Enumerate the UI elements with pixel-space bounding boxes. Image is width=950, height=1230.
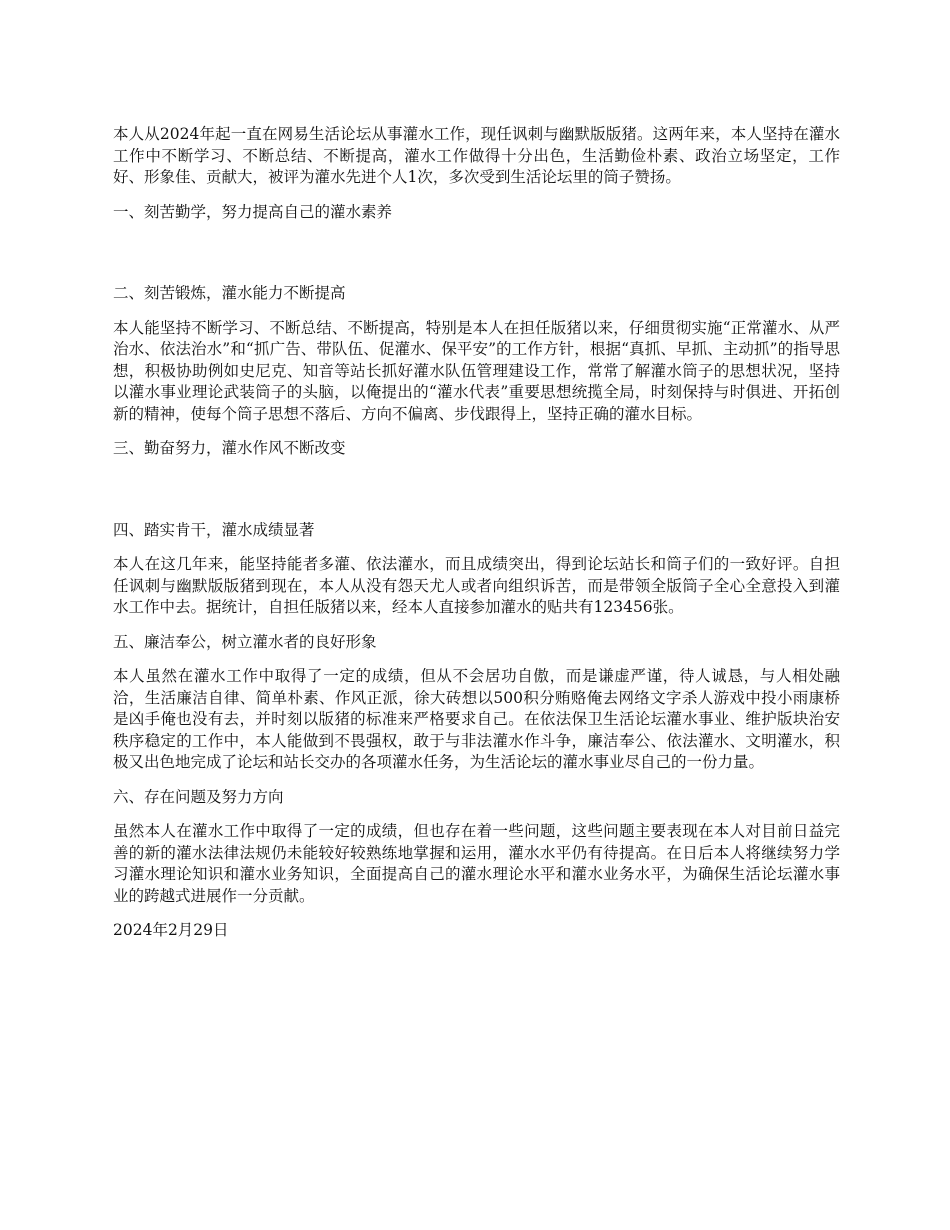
document-body bbox=[113, 124, 840, 955]
section-6-paragraph: 虽然本人在灌水工作中取得了一定的成绩，但也存在着一些问题，这些问题主要表现在本人对目前日益完善的新的灌水法律法规仍未能较好较熟练地掌握和运用，灌水水平仍有待提高。在日后本人将继续努力学习灌水理论知识和灌水业务知识，全面提高自己的灌水理论水平和灌水业务水平，为确保生活论坛灌水事业的跨越式进展作一分贡献。 bbox=[113, 822, 840, 905]
intro-paragraph: 本人从2024年起一直在网易生活论坛从事灌水工作，现任讽刺与幽默版版猪。这两年来，本人坚持在灌水工作中不断学习、不断总结、不断提高，灌水工作做得十分出色，生活勤俭朴素、政治立场坚定，工作好、形象佳、贡献大，被评为灌水先进个人1次，多次受到生活论坛里的筒子赞扬。 bbox=[113, 125, 840, 186]
section-5-paragraph: 本人虽然在灌水工作中取得了一定的成绩，但从不会居功自傲，而是谦虚严谨，待人诚恳，与人相处融洽，生活廉洁自律、简单朴素、作风正派，徐大砖想以500积分贿赂俺去网络文字杀人游戏中投小雨康桥是凶手俺也没有去，并时刻以版猪的标准来严格要求自己。在依法保卫生活论坛灌水事业、维护版块治安秩序稳定的工作中，本人能做到不畏强权，敢于与非法灌水作斗争，廉洁奉公、依法灌水、文明灌水，积极又出色地完成了论坛和站长交办的各项灌水任务，为生活论坛的灌水事业尽自己的一份力量。 bbox=[113, 667, 840, 771]
section-1-spacer bbox=[113, 236, 840, 283]
section-2-paragraph: 本人能坚持不断学习、不断总结、不断提高，特别是本人在担任版猪以来，仔细贯彻实施“正常灌水、从严治水、依法治水”和“抓广告、带队伍、促灌水、保平安”的工作方针，根据“真抓、早抓、主动抓”的指导思想，积极协助例如史尼克、知音等站长抓好灌水队伍管理建设工作，常常了解灌水筒子的思想状况，坚持以灌水事业理论武装筒子的头脑，以俺提出的“灌水代表”重要思想统揽全局，时刻保持与时俱进、开拓创新的精神，使每个筒子思想不落后、方向不偏离、步伐跟得上，坚持正确的灌水目标。 bbox=[113, 318, 840, 423]
section-4-paragraph: 本人在这几年来，能坚持能者多灌、依法灌水，而且成绩突出，得到论坛站长和筒子们的一致好评。自担任讽刺与幽默版版猪到现在，本人从没有怨天尤人或者向组织诉苦，而是带领全版筒子全心全意投入到灌水工作中去。据统计，自担任版猪以来，经本人直接参加灌水的贴共有123456张。 bbox=[113, 555, 840, 616]
section-3-spacer bbox=[113, 473, 840, 520]
section-6-heading: 六、存在问题及努力方向 bbox=[113, 787, 284, 806]
section-5-heading: 五、廉洁奉公，树立灌水者的良好形象 bbox=[113, 632, 377, 651]
section-3-heading: 三、勤奋努力，灌水作风不断改变 bbox=[113, 439, 346, 457]
document-date: 2024年2月29日 bbox=[113, 921, 229, 939]
section-4-heading: 四、踏实肯干，灌水成绩显著 bbox=[113, 520, 315, 539]
section-1-heading: 一、刻苦勤学，努力提高自己的灌水素养 bbox=[113, 202, 393, 221]
section-2-heading: 二、刻苦锻炼，灌水能力不断提高 bbox=[113, 284, 346, 302]
